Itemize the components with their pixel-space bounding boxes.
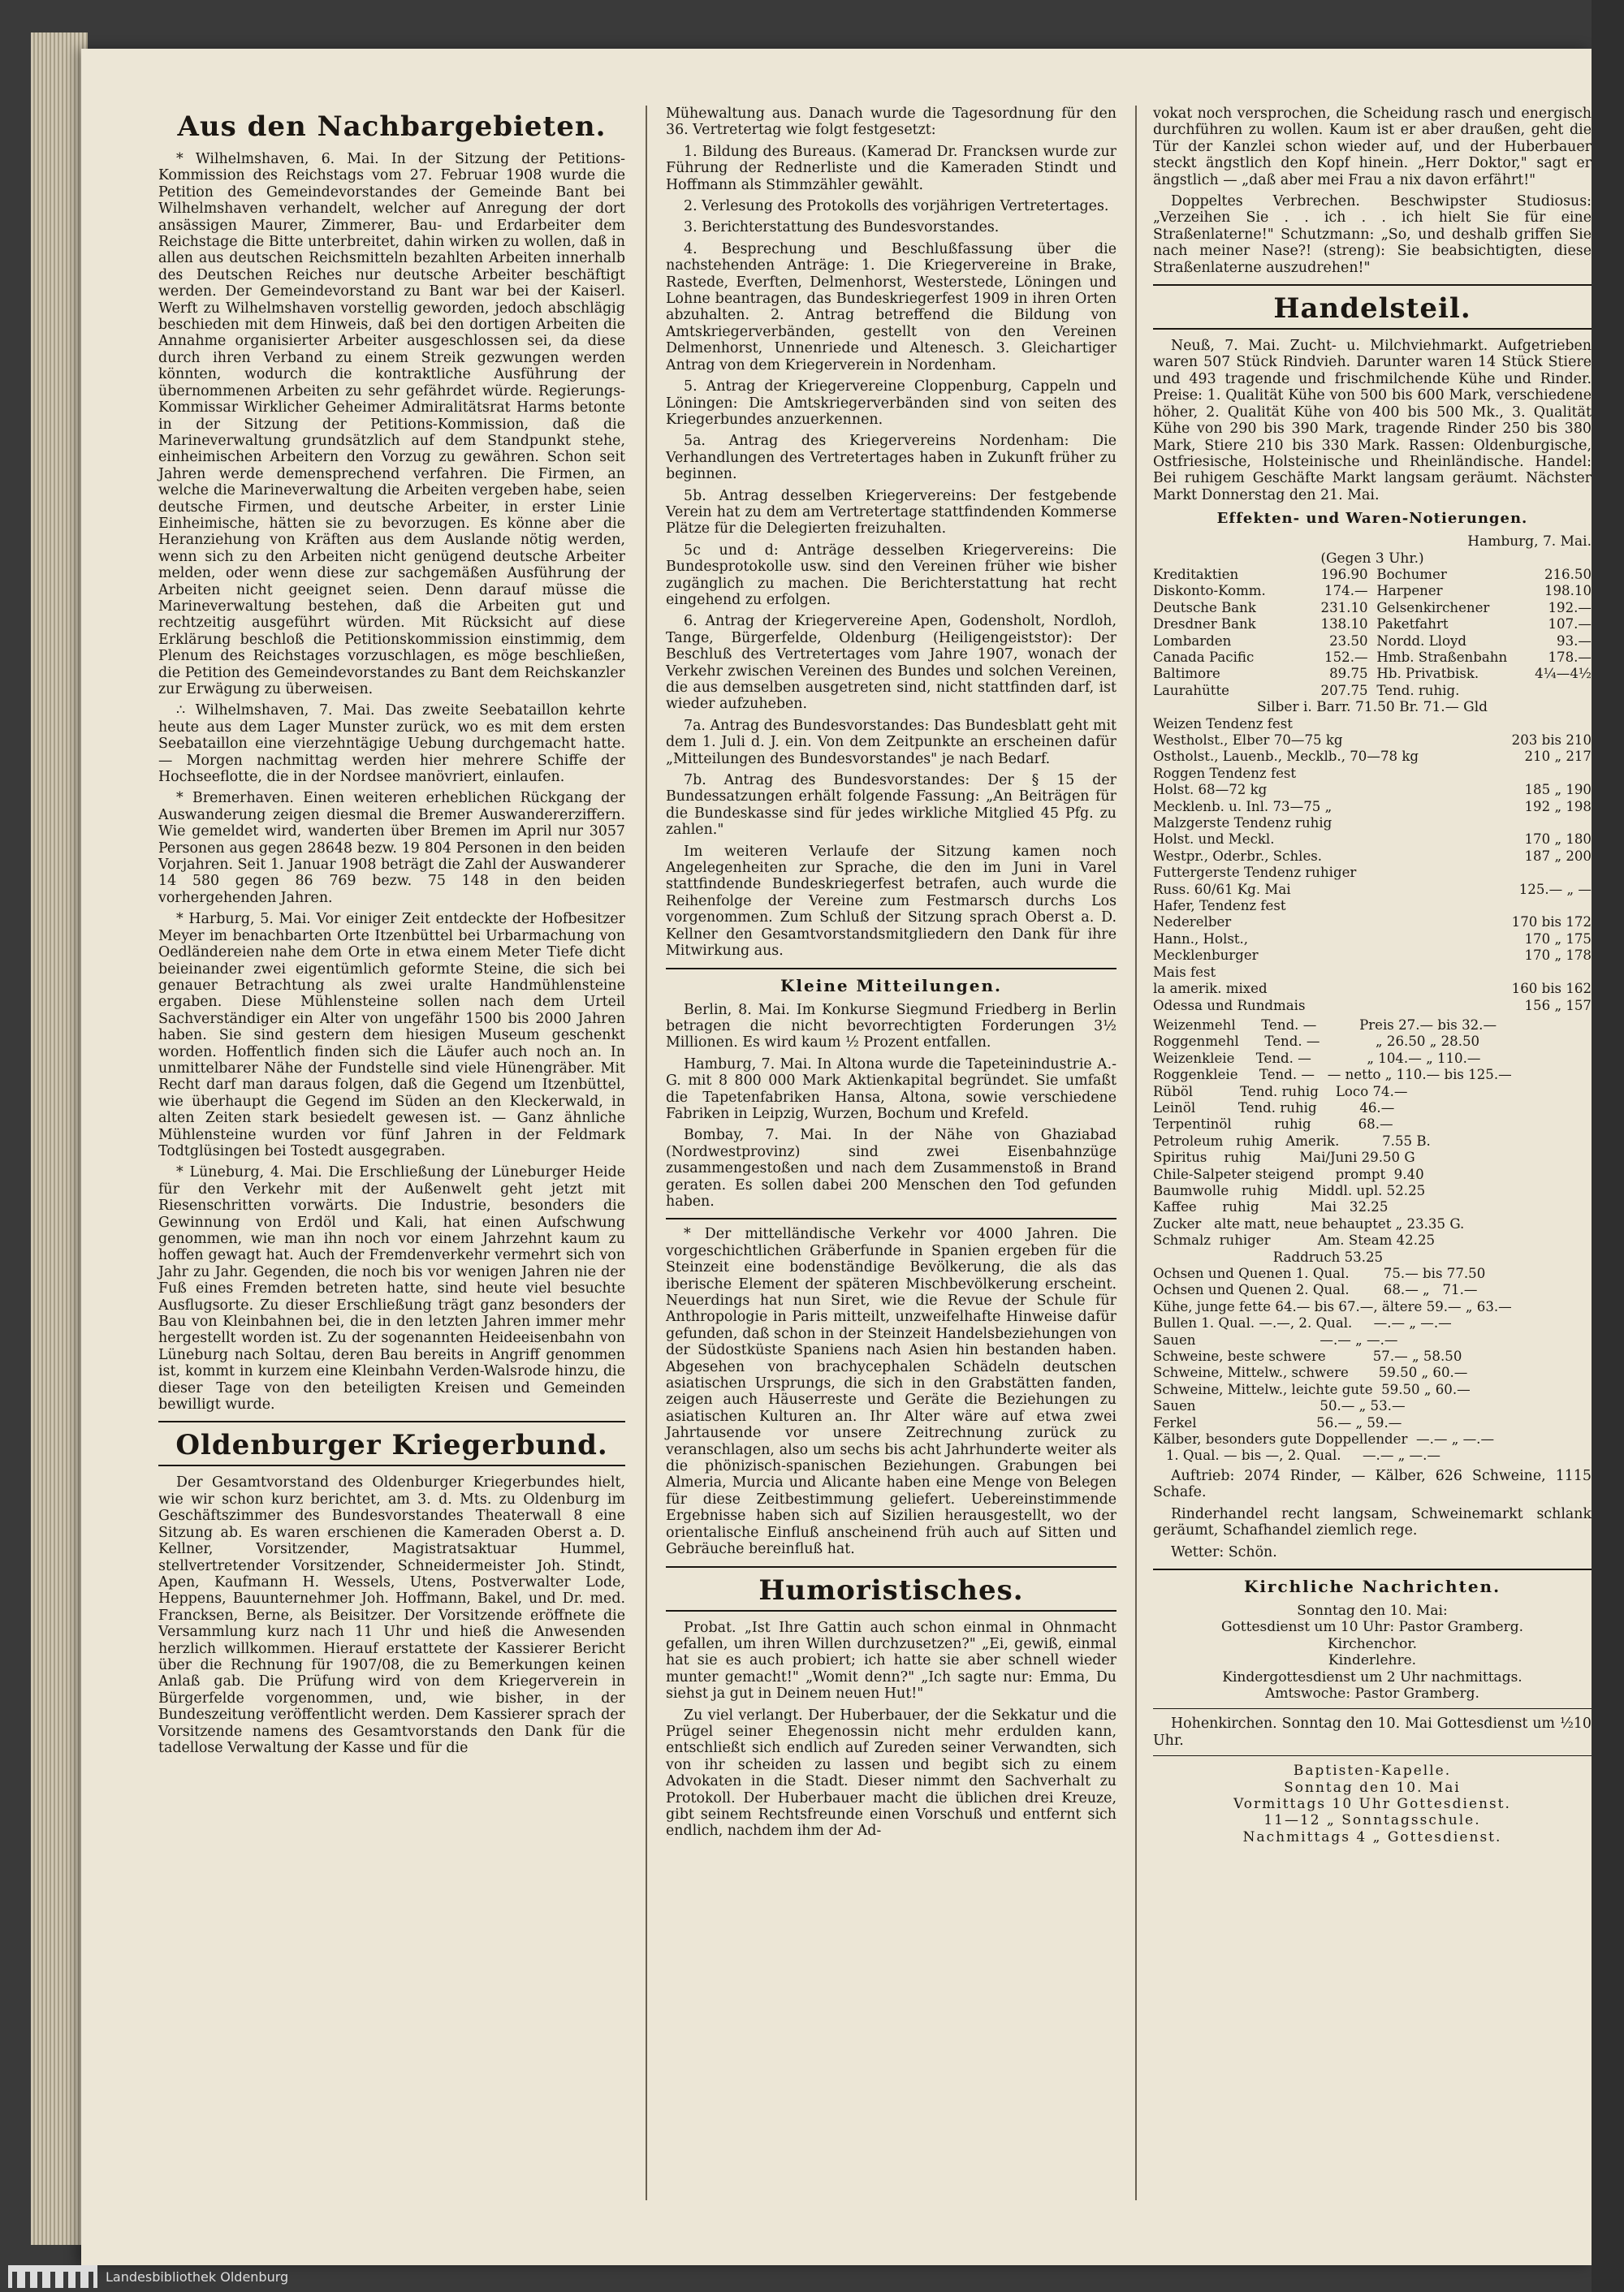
goods-row: Weizenkleie Tend. — „ 104.— „ 110.—: [1153, 1050, 1481, 1066]
grain-name: Russ. 60/61 Kg. Mai: [1153, 881, 1291, 897]
goods-row: 1. Qual. — bis —, 2. Qual. —.— „ —.—: [1153, 1448, 1441, 1464]
stock-name: Kreditaktien: [1153, 566, 1239, 582]
stock-row: [1153, 650, 1592, 666]
heading-kleine-mitteilungen: Kleine Mitteilungen.: [780, 975, 1002, 995]
agenda-item: 5. Antrag der Kriegervereine Cloppenburg, Cappeln und Löningen: Die Amtskriegerverbänden sind von seiten des Kriegerbundes anzuerkennen.: [666, 378, 1116, 428]
baptist-line: Nachmittags 4 „ Gottesdienst.: [1242, 1828, 1502, 1845]
grain-price: 156 „ 157: [1524, 997, 1592, 1013]
column-rule: [1135, 106, 1137, 2200]
grain-name: Roggen Tendenz fest: [1153, 765, 1297, 781]
grain-row: [1153, 981, 1592, 997]
stock-cell: [1376, 600, 1592, 616]
stock-value: 23.50: [1329, 632, 1368, 649]
article-bremerhaven: * Bremerhaven. Einen weiteren erheblichen Rückgang der Auswanderung zeigen diesmal die Bremer Auswandererziffern. Wie gemeldet wird, wanderten über Bremen im April nur 3057 Personen aus gegen 28648 bezw. 19 804 Personen in den beiden Vorjahren. Seit 1. Januar 1908 beträgt die Zahl der Auswanderer 14 580 gegen 86 769 bezw. 75 148 in den beiden vorhergehenden Jahren.: [158, 790, 625, 906]
stock-value: 107.—: [1548, 616, 1592, 632]
article-harburg: * Harburg, 5. Mai. Vor einiger Zeit entdeckte der Hofbesitzer Meyer im benachbarten Orte Itzenbüttel bei Urbarmachung von Oedländereien nahe dem Orte in etwa einem Meter Tiefe dicht beieinander zwei eigentümlich geformte Steine, die sich bei genauer Betrachtung als zwei uralte Handmühlensteine ergaben. Diese Mühlensteine sollen nach dem Urteil Sachverständiger ein Alter von ungefähr 1500 bis 2000 Jahren haben. Sie sind gestern dem hiesigen Museum geschenkt worden. Hoffentlich finden sich die Läufer auch noch an. In unmittelbarer Nähe der Fundstelle sind viele Hünengräber. Mit Recht darf man daraus folgen, daß die Gegend um Itzenbüttel, wie überhaupt die Gegend im Süden an den Kleckerwald, in alten Zeiten stark besiedelt gewesen ist. — Ganz ähnliche Mühlensteine wurden vor fünf Jahren in der Feldmark Todtglüsingen bei Tostedt ausgegraben.: [158, 911, 625, 1159]
agenda-item: 5b. Antrag desselben Kriegervereins: Der festgebende Verein hat zu dem am Vertretertage stattfindenden Kommerse Plätze für die Delegierten freizuhalten.: [666, 487, 1116, 537]
auftrieb: Auftrieb: 2074 Rinder, — Kälber, 626 Schweine, 1115 Schafe.: [1153, 1467, 1592, 1501]
separator: [666, 1566, 1116, 1568]
grain-row: [1153, 947, 1592, 964]
page-stack-edge: [31, 32, 88, 2245]
stock-value: 231.10: [1320, 599, 1368, 615]
stock-value: 196.90: [1320, 566, 1368, 582]
grain-name: Odessa und Rundmais: [1153, 997, 1306, 1013]
stock-value: 178.—: [1548, 649, 1592, 665]
library-building-icon: [8, 2265, 97, 2288]
baptist-line: 11—12 „ Sonntagsschule.: [1263, 1812, 1481, 1829]
stock-row: [1153, 567, 1592, 583]
column-2: [666, 106, 1116, 1845]
grain-name: Westholst., Elber 70—75 kg: [1153, 732, 1343, 748]
stock-value: 216.50: [1544, 566, 1592, 582]
silver-quote: Silber i. Barr. 71.50 Br. 71.— Gld: [1256, 699, 1488, 716]
stock-name: Nordd. Lloyd: [1376, 632, 1466, 649]
stock-name: Paketfahrt: [1376, 616, 1449, 632]
church-line: Amtswoche: Pastor Gramberg.: [1265, 1685, 1479, 1702]
grain-price: 170 „ 178: [1524, 947, 1592, 964]
stock-cell: [1153, 666, 1368, 682]
grain-name: Hann., Holst.,: [1153, 930, 1249, 947]
stock-name: Gelsenkirchener: [1376, 599, 1490, 615]
stock-row: [1153, 633, 1592, 650]
grain-name: Futtergerste Tendenz ruhiger: [1153, 865, 1357, 881]
grain-name: Westpr., Oderbr., Schles.: [1153, 848, 1323, 864]
column-1: [158, 106, 625, 1761]
grain-name: Malzgerste Tendenz ruhig: [1153, 815, 1332, 831]
separator: [1153, 1755, 1592, 1756]
handel-note: Rinderhandel recht langsam, Schweinemarkt schlank geräumt, Schafhandel ziemlich rege.: [1153, 1505, 1592, 1539]
goods-row: Sauen 50.— „ 53.—: [1153, 1398, 1406, 1414]
stock-row: [1153, 616, 1592, 632]
goods-row: Kühe, junge fette 64.— bis 67.—, ältere 59.— „ 63.—: [1153, 1298, 1512, 1314]
footer: [8, 2265, 288, 2288]
separator: [666, 1218, 1116, 1219]
grain-name: Mecklenb. u. Inl. 73—75 „: [1153, 798, 1332, 814]
goods-row: Schweine, beste schwere 57.— „ 58.50: [1153, 1349, 1462, 1365]
separator: [1153, 1708, 1592, 1709]
church-line: Kindergottesdienst um 2 Uhr nachmittags.: [1222, 1668, 1522, 1686]
goods-row: Raddruch 53.25: [1153, 1249, 1384, 1265]
grain-row: [1153, 732, 1592, 749]
agenda-item: 4. Besprechung und Beschlußfassung über die nachstehenden Anträge: 1. Die Kriegervereine in Brake, Rastede, Everften, Delmenhorst, Westerstede, Löningen und Lohne beantragen, das Bundeskriegerfest 1909 in ihren Orten abzuhalten. 2. Antrag betreffend die Bildung von Amtskriegerverbänden, gestellt von den Vereinen Delmenhorst, Unnenriede und Altenesch. 3. Gleichartiger Antrag von dem Kriegerverein in Nordenham.: [666, 240, 1116, 373]
stock-name: Diskonto-Komm.: [1153, 583, 1266, 599]
agenda-item: 5c und d: Anträge desselben Kriegervereins: Die Bundesprotokolle usw. sind den Vereinen früher wie bisher zugänglich zu machen. Die Berichterstattung hat recht eingehend zu erfolgen.: [666, 542, 1116, 608]
goods-row: Sauen —.— „ —.—: [1153, 1332, 1398, 1348]
goods-row: Ochsen und Quenen 2. Qual. 68.— „ 71.—: [1153, 1282, 1478, 1298]
hohenkirchen: Hohenkirchen. Sonntag den 10. Mai Gottesdienst um ½10 Uhr.: [1153, 1716, 1592, 1749]
stock-value: 93.—: [1557, 632, 1592, 649]
stock-value: 152.—: [1324, 649, 1368, 665]
grain-row: [1153, 799, 1592, 815]
agenda-item: 1. Bildung des Bureaus. (Kamerad Dr. Francksen wurde zur Führung der Rednerliste und die Kameraden Stindt und Hoffmann als Stimmzähler gewählt.: [666, 143, 1116, 193]
grain-price: 160 bis 162: [1511, 981, 1592, 997]
column-3: [1153, 106, 1592, 1845]
goods-row: Bullen 1. Qual. —.—, 2. Qual. —.— „ —.—: [1153, 1315, 1452, 1332]
stock-cell: [1376, 666, 1592, 682]
church-notices: [1153, 1603, 1592, 1702]
baptist-notices: [1153, 1763, 1592, 1845]
grain-price: 192 „ 198: [1524, 798, 1592, 814]
heading-humoristisches: Humoristisches.: [666, 1574, 1116, 1612]
stock-cell: [1376, 683, 1592, 699]
grain-row: [1153, 998, 1592, 1014]
heading-kirchliche: Kirchliche Nachrichten.: [1243, 1576, 1501, 1596]
church-line: Sonntag den 10. Mai:: [1297, 1602, 1448, 1619]
grain-price: 125.— „ —: [1518, 881, 1592, 897]
goods-row: Terpentinöl ruhig 68.—: [1153, 1116, 1393, 1133]
grain-name: Mais fest: [1153, 964, 1216, 980]
goods-row: Schweine, Mittelw., schwere 59.50 „ 60.—: [1153, 1365, 1468, 1381]
stock-value: 207.75: [1320, 682, 1368, 698]
church-line: Kirchenchor.: [1327, 1635, 1418, 1652]
grain-row: [1153, 848, 1592, 865]
column-rule: [646, 106, 647, 2200]
grain-name: Mecklenburger: [1153, 947, 1259, 964]
grain-row: [1153, 898, 1592, 914]
news-bombay: Bombay, 7. Mai. In der Nähe von Ghaziabad (Nordwestprovinz) sind zwei Eisenbahnzüge zusammengestoßen und nach dem Zusammenstoß in Brand geraten. Es sollen dabei 200 Menschen den Tod gefunden haben.: [666, 1127, 1116, 1210]
goods-row: Schweine, Mittelw., leichte gute 59.50 „ 60.—: [1153, 1381, 1471, 1397]
goods-row: Petroleum ruhig Amerik. 7.55 B.: [1153, 1133, 1431, 1149]
agenda-item: 7b. Antrag des Bundesvorstandes: Der § 15 der Bundessatzungen erhält folgende Fassung: „An Beiträgen für die Bundeskasse sind für jedes wirkliche Mitglied 45 Pfg. zu zahlen.": [666, 772, 1116, 839]
stock-cell: [1153, 600, 1368, 616]
heading-handelsteil: Handelsteil.: [1153, 292, 1592, 330]
goods-row: Roggenmehl Tend. — „ 26.50 „ 28.50: [1153, 1034, 1480, 1050]
grain-row: [1153, 882, 1592, 898]
stock-row: [1153, 583, 1592, 599]
stock-value: 89.75: [1329, 666, 1368, 682]
grain-price: 170 „ 180: [1524, 831, 1592, 848]
stock-name: Baltimore: [1153, 666, 1220, 682]
grain-price: 170 „ 175: [1524, 930, 1592, 947]
grain-name: Nederelber: [1153, 914, 1232, 930]
stock-name: Lombarden: [1153, 632, 1232, 649]
grain-row: [1153, 914, 1592, 930]
grain-price: 185 „ 190: [1524, 782, 1592, 798]
stock-name: Deutsche Bank: [1153, 599, 1256, 615]
newspaper-page: [81, 49, 1592, 2265]
article-kriegerbund: Der Gesamtvorstand des Oldenburger Kriegerbundes hielt, wie wir schon kurz berichtet, am 3. d. Mts. zu Oldenburg im Geschäftszimmer des Bundesvorstandes Theaterwall 8 eine Sitzung ab. Es waren erschienen die Kameraden Oberst a. D. Kellner, Vorsitzender, Magistratsaktuar Hummel, stellvertretender Vorsitzender, Schneidermeister Joh. Stindt, Apen, Kaufmann H. Wessels, Utens, Postverwalter Lode, Heppens, Bauunternehmer Joh. Hoffmann, Bakel, und Dr. med. Francksen, Berne, als Beisitzer. Der Vorsitzende eröffnete die Versammlung kurz nach 11 Uhr und hieß die Anwesenden herzlich willkommen. Hierauf erstattete der Kassierer Bericht über die Rechnung für 1907/08, die zu Bemerkungen keinen Anlaß gab. Die Prüfung wird von dem Kriegerverein in Bürgerfelde vorgenommen, und, wie bisher, in der Bundeszeitung veröffentlicht werden. Dem Kassierer sprach der Vorsitzende namens des Gesamtvorstands den Dank für die tadellose Verwaltung der Kasse und für die: [158, 1474, 625, 1756]
separator: [1153, 1569, 1592, 1570]
stock-name: Harpener: [1376, 583, 1443, 599]
article-wilhelmshaven-2: ∴ Wilhelmshaven, 7. Mai. Das zweite Seebataillon kehrte heute aus dem Lager Munster zurück, wo es mit dem ersten Seebataillon eine vierzehntägige Uebung durchgemacht hatte. — Morgen nachmittag werden hier mehrere Schiffe der Hochseeflotte, die in der Nordsee manövriert, einlaufen.: [158, 702, 625, 786]
market-neuss: Neuß, 7. Mai. Zucht- u. Milchviehmarkt. Aufgetrieben waren 507 Stück Rindvieh. Darunter waren 14 Stück Stiere und 493 tragende und frischmilchende Kühe und Rinder. Preise: 1. Qualität Kühe von 500 bis 600 Mark, verschiedene höher, 2. Qualität Kühe von 400 bis 500 Mk., 3. Qualität Kühe von 290 bis 390 Mark, tragende Rinder 250 bis 380 Mark, Stiere 210 bis 330 Mark. Rassen: Oldenburgische, Ostfriesische, Holsteinische und Rheinländische. Handel: Bei ruhigem Geschäfte Markt langsam geräumt. Nächster Markt Donnerstag den 21. Mai.: [1153, 338, 1592, 503]
baptist-line: Baptisten-Kapelle.: [1293, 1763, 1452, 1780]
stock-name: Laurahütte: [1153, 682, 1229, 698]
grain-row: [1153, 782, 1592, 798]
goods-row: Weizenmehl Tend. — Preis 27.— bis 32.—: [1153, 1017, 1497, 1033]
stock-value: 198.10: [1544, 583, 1592, 599]
stock-value: 192.—: [1548, 599, 1592, 615]
grain-row: [1153, 831, 1592, 848]
stock-row: [1153, 666, 1592, 682]
grain-row: [1153, 766, 1592, 782]
grain-name: Holst. 68—72 kg: [1153, 782, 1268, 798]
joke-probat: Probat. „Ist Ihre Gattin auch schon einmal in Ohnmacht gefallen, um ihren Willen durchzusetzen?" „Ei, gewiß, einmal hat sie es auch probiert; ich hatte sie aber schnell wieder munter gemacht!" „Womit denn?" „Ich sagte nur: Emma, Du siehst ja gut in Deinem neuen Hut!": [666, 1619, 1116, 1703]
agenda-item: 6. Antrag der Kriegervereine Apen, Godensholt, Nordloh, Tange, Bürgerfelde, Oldenburg (Heiligengeiststor): Der Beschluß des Vertretertages vom Jahre 1907, wonach der Verkehr zwischen Vereinen des Bundes und solchen Vereinen, die aus demselben ausgetreten sind, nicht stattfinden darf, ist wieder aufzuheben.: [666, 613, 1116, 713]
grain-row: [1153, 749, 1592, 765]
goods-table: [1153, 1017, 1592, 1465]
heading-nachbargebiete: Aus den Nachbargebieten.: [177, 110, 607, 143]
goods-row: Schmalz ruhiger Am. Steam 42.25: [1153, 1232, 1436, 1249]
church-line: Gottesdienst um 10 Uhr: Pastor Gramberg.: [1220, 1619, 1524, 1636]
heading-kriegerbund: Oldenburger Kriegerbund.: [158, 1429, 625, 1466]
goods-row: Leinöl Tend. ruhig 46.—: [1153, 1099, 1395, 1116]
goods-row: Kälber, besonders gute Doppellender —.— „ —.—: [1153, 1431, 1495, 1448]
stock-name: Hmb. Straßenbahn: [1376, 649, 1508, 665]
agenda-item: 3. Berichterstattung des Bundesvorstandes.: [684, 219, 1000, 236]
stock-name: Bochumer: [1376, 566, 1447, 582]
grain-name: Ostholst., Lauenb., Mecklb., 70—78 kg: [1153, 749, 1419, 765]
grain-name: Hafer, Tendenz fest: [1153, 898, 1286, 914]
church-line: Kinderlehre.: [1328, 1652, 1417, 1669]
joke-zu-viel-verlangt: Zu viel verlangt. Der Huberbauer, der die Sekkatur und die Prügel seiner Ehegenossin nicht mehr erdulden kann, entschließt sich endlich auf Zureden seiner Verwandten, sich von ihr scheiden zu lassen und begibt sich zu einem Advokaten in die Stadt. Dieser nimmt den Sachverhalt zu Protokoll. Der Huberbauer macht die üblichen drei Kreuze, gibt seinem Rechtsfreunde einen Vorschuß und entfernt sich endlich, nachdem ihm der Ad-: [666, 1707, 1116, 1840]
stock-value: 174.—: [1324, 583, 1368, 599]
stock-name: Dresdner Bank: [1153, 616, 1256, 632]
grain-price: 203 bis 210: [1511, 732, 1592, 748]
agenda-item: 2. Verlesung des Protokolls des vorjährigen Vertretertages.: [684, 198, 1109, 215]
scan-border: [1592, 0, 1624, 2292]
stock-value: 4¼—4½: [1535, 666, 1592, 682]
goods-row: Baumwolle ruhig Middl. upl. 52.25: [1153, 1182, 1426, 1198]
goods-row: Spiritus ruhig Mai/Juni 29.50 G: [1153, 1150, 1415, 1166]
goods-row: Zucker alte matt, neue behauptet „ 23.35 G.: [1153, 1215, 1465, 1232]
quote-time: (Gegen 3 Uhr.): [1320, 550, 1424, 567]
news-berlin: Berlin, 8. Mai. Im Konkurse Siegmund Friedberg in Berlin betragen die nicht bevorrechtigten Forderungen 3½ Millionen. Es wird kaum ½ Prozent entfallen.: [666, 1001, 1116, 1051]
grain-row: [1153, 716, 1592, 732]
agenda-item: 7a. Antrag des Bundesvorstandes: Das Bundesblatt geht mit dem 1. Juli d. J. ein. Von dem Zeitpunkte an erscheinen dafür „Mitteilungen des Bundesvorstandes" je nach Bedarf.: [666, 717, 1116, 767]
joke-doppeltes-verbrechen: Doppeltes Verbrechen. Beschwipster Studiosus: „Verzeihen Sie . . ich . . ich hielt Sie für eine Straßenlaterne!" Schutzmann: „So, und deshalb griffen Sie nach meiner Nase?! (streng): Sie beabsichtigten, diese Straßenlaterne auszudrehen!": [1153, 193, 1592, 276]
stock-cell: [1376, 633, 1592, 650]
stock-cell: [1153, 650, 1368, 666]
article-mittellaendisch: * Der mittelländische Verkehr vor 4000 Jahren. Die vorgeschichtlichen Gräberfunde in Spanien ergeben für die Steinzeit eine bodenständige Bevölkerung, die als das iberische Element der späteren Mischbevölkerung erscheint. Neuerdings hat nun Siret, wie die Revue der Schule für Anthropologie in Paris mitteilt, unzweifelhafte Hinweise dafür gefunden, daß schon in der Steinzeit Handelsbeziehungen von der Südostküste Spaniens nach Asien hin bestanden haben. Abgesehen von brachycephalen Schädeln deutschen asiatischen Ursprungs, die sich in den Grabstätten fanden, zeigen auch Häuserreste und Geräte die Beziehungen zu asiatischen Kulturen an. Ihr Alter wäre auf etwa zwei Jahrtausende vor unsere Zeitrechnung zurück zu veranschlagen, also um sechs bis acht Jahrhunderte weiter als die phönizisch-spanischen Beziehungen. Grabungen bei Almeria, Murcia und Alicante haben eine Menge von Belegen für diese Zeitbestimmung geliefert. Uebereinstimmende Ergebnisse haben sich auf Sizilien herausgestellt, wo der orientalische Einfluß anscheinend früh auch auf Sitten und Gebräuche bereinfluß hat.: [666, 1226, 1116, 1558]
article-lueneburg: * Lüneburg, 4. Mai. Die Erschließung der Lüneburger Heide für den Verkehr mit der Außenwelt geht jetzt mit Riesenschritten vorwärts. Die Industrie, besonders die Gewinnung von Erdöl und Kali, hat einen Aufschwung genommen, wie man ihn noch vor einem Jahrzehnt kaum zu hoffen gewagt hat. Auch der Fremdenverkehr vermehrt sich von Jahr zu Jahr. Gegenden, die noch bis vor wenigen Jahren nie der Fuß eines Fremden betreten hatte, sind heute viel besuchte Ausflugsorte. Zu dieser Erschließung trägt ganz besonders der Bau von Kleinbahnen bei, die in den letzten Jahren immer mehr hergestellt worden ist. Zu der sogenannten Heideeisenbahn von Lüneburg nach Soltau, deren Bau bereits in Angriff genommen ist, kommt in kurzem eine Kleinbahn Verden-Walsrode hinzu, die dieser Tage von den beteiligten Kreisen und Gemeinden bewilligt wurde.: [158, 1164, 625, 1414]
stock-table: [1153, 567, 1592, 699]
separator: [666, 968, 1116, 969]
stock-cell: [1376, 567, 1592, 583]
stock-cell: [1153, 616, 1368, 632]
grain-row: [1153, 815, 1592, 831]
baptist-line: Sonntag den 10. Mai: [1284, 1779, 1461, 1796]
goods-row: Kaffee ruhig Mai 32.25: [1153, 1199, 1389, 1215]
wetter: Wetter: Schön.: [1171, 1543, 1277, 1560]
baptist-line: Vormittags 10 Uhr Gottesdienst.: [1233, 1795, 1511, 1812]
goods-row: Rüböl Tend. ruhig Loco 74.—: [1153, 1083, 1408, 1099]
library-name: Landesbibliothek Oldenburg: [106, 2268, 289, 2285]
stock-cell: [1376, 650, 1592, 666]
separator: [1153, 284, 1592, 286]
kriegerbund-closing: Im weiteren Verlaufe der Sitzung kamen noch Angelegenheiten zur Sprache, die den im Juni in Varel stattfindende Bundeskriegerfest betrafen, auch wurde die Reihenfolge der Vereine zum Festmarsch durchs Los vorgenommen. Zum Schluß der Sitzung sprach Oberst a. D. Kellner den Gesamtvorstandsmitgliedern den Dank für ihre Mitwirkung aus.: [666, 843, 1116, 960]
grain-price: 187 „ 200: [1524, 848, 1592, 864]
stock-cell: [1376, 583, 1592, 599]
grain-table: [1153, 716, 1592, 1014]
goods-row: Ochsen und Quenen 1. Qual. 75.— bis 77.50: [1153, 1266, 1486, 1281]
goods-row: Roggenkleie Tend. — — netto „ 110.— bis 125.—: [1153, 1067, 1512, 1083]
goods-row: Ferkel 56.— „ 59.—: [1153, 1414, 1402, 1431]
joke-cont: vokat noch versprochen, die Scheidung rasch und energisch durchführen zu wollen. Kaum ist er aber draußen, geht die Tür der Kanzlei schon wieder auf, und der Huberbauer steckt ängstlich den Kopf hinein. „Herr Doktor," sagt er ängstlich — „daß aber mei Frau a nix davon erfährt!": [1153, 106, 1592, 188]
stock-row: [1153, 683, 1592, 699]
kriegerbund-cont: Mühewaltung aus. Danach wurde die Tagesordnung für den 36. Vertretertag wie folgt festgesetzt:: [666, 106, 1116, 139]
grain-name: la amerik. mixed: [1153, 981, 1268, 997]
grain-name: Holst. und Meckl.: [1153, 831, 1275, 848]
stock-cell: [1153, 567, 1368, 583]
grain-row: [1153, 865, 1592, 881]
agenda-item: 5a. Antrag des Kriegervereins Nordenham: Die Verhandlungen des Vertretertages haben in Zukunft früher zu beginnen.: [666, 433, 1116, 483]
stock-name: Tend. ruhig.: [1376, 682, 1460, 698]
stock-cell: [1153, 683, 1368, 699]
grain-name: Weizen Tendenz fest: [1153, 715, 1293, 732]
stock-cell: [1376, 616, 1592, 632]
heading-notierungen: Effekten- und Waren-Notierungen.: [1216, 510, 1528, 528]
stock-value: 138.10: [1320, 616, 1368, 632]
grain-price: 170 bis 172: [1511, 914, 1592, 930]
grain-row: [1153, 931, 1592, 947]
stock-cell: [1153, 583, 1368, 599]
stock-name: Canada Pacific: [1153, 649, 1255, 665]
news-hamburg: Hamburg, 7. Mai. In Altona wurde die Tapeteinindustrie A.-G. mit 8 800 000 Mark Aktienkapital begründet. Sie umfaßt die Tapetenfabriken Hansa, Altona, sowie verschiedene Fabriken in Leipzig, Wurzen, Bochum und Krefeld.: [666, 1055, 1116, 1122]
stock-cell: [1153, 633, 1368, 650]
grain-price: 210 „ 217: [1524, 749, 1592, 765]
quote-city: Hamburg, 7. Mai.: [1467, 533, 1592, 550]
stock-name: Hb. Privatbisk.: [1376, 666, 1479, 682]
goods-row: Chile-Salpeter steigend prompt 9.40: [1153, 1166, 1424, 1182]
article-wilhelmshaven-1: * Wilhelmshaven, 6. Mai. In der Sitzung der Petitions-Kommission des Reichstags vom 27. Februar 1908 wurde die Petition des Gemeindevorstandes der Gemeinde Bant bei Wilhelmshaven verhandelt, welcher auf Anregung der dort ansässigen Maurer, Zimmerer, Bau- und Erdarbeiter dem Reichstage die Bitte unterbreitet, dahin wirken zu wollen, daß in allen aus deutschen Reichsmitteln bezahlten Arbeiten innerhalb des Deutschen Reiches nur deutsche Arbeiter beschäftigt werden. Der Gemeindevorstand zu Bant war bei der Kaiserl. Werft zu Wilhelmshaven vorstellig geworden, jedoch abschlägig beschieden mit dem Hinweis, daß bei den dortigen Arbeiten die Annahme organisierter Arbeiter ausgeschlossen sei, da diese durch ihren Verband zu einem Streik gezwungen werden könnten, wodurch die kontraktliche Ausführung der übernommenen Arbeiten zu sehr gefährdet würde. Regierungs-Kommissar Wirklicher Geheimer Admiralitätsrat Harms betonte in der Sitzung der Petitions-Kommission, daß die Marineverwaltung grundsätzlich auf dem Standpunkt stehe, einheimischen Arbeitern den Vorzug zu gewähren. Schon seit Jahren werde demensprechend verfahren. Die Firmen, an welche die Marineverwaltung die Arbeiten vergeben habe, seien deutsche Firmen, und deutsche Arbeiter, in erster Linie Einheimische, hätten sie zu bevorzugen. Es könne aber die Heranziehung von Kräften aus dem Auslande nötig werden, wenn sich zu den Arbeiten nicht genügend deutsche Arbeiter melden, oder wenn diese zur sachgemäßen Ausführung der Arbeiten nicht geeignet seien. Denn darauf müsse die Marineverwaltung bestehen, daß die Arbeiten gut und rechtzeitig ausgeführt würden. Mit Rücksicht auf diese Erklärung beschloß die Petitionskommission einstimmig, dem Plenum des Reichstages vorzuschlagen, es möge beschließen, die Petition des Gemeindevorstandes zu Bant dem Reichskanzler zur Erwägung zu überweisen.: [158, 151, 625, 697]
separator: [158, 1421, 625, 1422]
grain-row: [1153, 965, 1592, 981]
stock-row: [1153, 600, 1592, 616]
